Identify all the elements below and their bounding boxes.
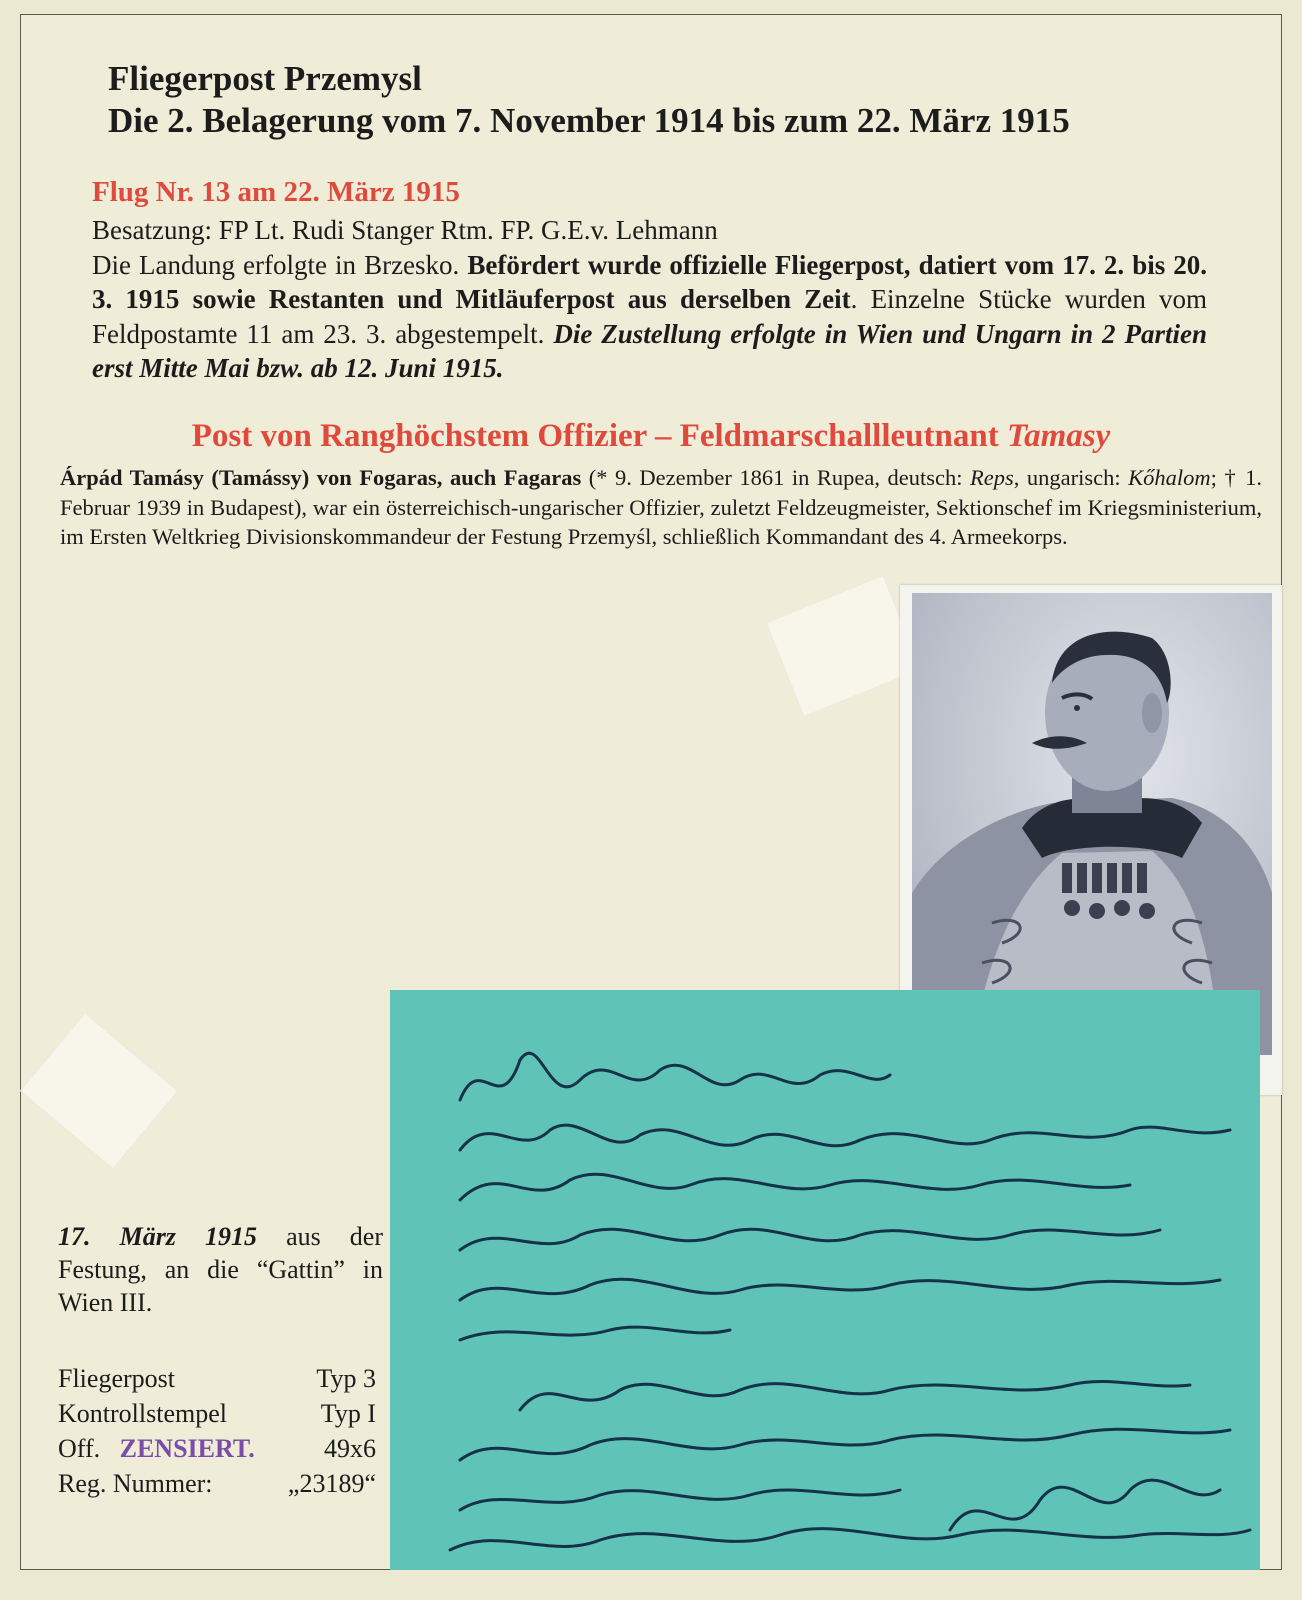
detail-row	[58, 1361, 376, 1396]
detail-value: Typ I	[320, 1399, 376, 1428]
flight-landing: Die Landung erfolgte in Brzesko.	[92, 249, 460, 280]
detail-label: Fliegerpost	[58, 1364, 175, 1393]
zensiert-stamp: ZENSIERT.	[119, 1434, 255, 1463]
officer-heading	[0, 418, 1302, 455]
officer-heading-text: Post von Ranghöchstem Offizier – Feldmarschallleutnant	[191, 418, 999, 454]
card-date: 17. März 1915	[58, 1222, 257, 1251]
card-desc-rest: aus der Festung, an die “Gattin” in Wien III.	[58, 1222, 383, 1317]
officer-heading-name: Tamasy	[1006, 418, 1111, 454]
title-line-2: Die 2. Belagerung vom 7. November 1914 bis zum 22. März 1915	[108, 101, 1070, 140]
card-details	[58, 1361, 376, 1501]
detail-row	[58, 1466, 376, 1501]
flight-stamped: . Einzelne Stücke wurden vom Feldpostamte 11 am 23. 3. abgestempelt.	[92, 284, 1207, 349]
officer-bio-part-2: , ungarisch:	[1013, 465, 1129, 490]
officer-bio	[60, 463, 1262, 552]
flight-delivery: Die Zustellung erfolgte in Wien und Ungarn in 2 Partien erst Mitte Mai bzw. ab 12. Juni 1915.	[92, 318, 1207, 383]
officer-bio-part-3: ; † 1. Februar 1939 in Budapest), war ein österreichisch-ungarischer Offizier, zuletzt Feldzeugmeister, Sektionschef im Kriegsministerium, im Ersten Weltkrieg Divisionskommandeur der Festung Przemyśl, schließlich Kommandant des 4. Armeekorps.	[60, 465, 1262, 549]
reg-label: Reg. Nummer:	[58, 1469, 213, 1498]
flight-transported: Befördert wurde offizielle Fliegerpost, datiert vom 17. 2. bis 20. 3. 1915 sowie Restanten und Mitläuferpost aus derselben Zeit	[92, 249, 1208, 314]
officer-bio-reps: Reps	[970, 465, 1014, 490]
flight-description	[92, 213, 1207, 386]
card-description	[58, 1220, 383, 1319]
flight-crew: Besatzung: FP Lt. Rudi Stanger Rtm. FP. G.E.v. Lehmann	[92, 215, 718, 245]
title-line-1: Fliegerpost Przemysl	[108, 59, 422, 98]
handwriting-scribbles	[390, 990, 1260, 1570]
off-label: Off.	[58, 1434, 101, 1463]
detail-row	[58, 1431, 376, 1466]
page-title	[108, 58, 1070, 142]
portrait-photo	[912, 593, 1272, 1055]
officer-bio-name: Árpád Tamásy (Tamássy) von Fogaras, auch Fagaras	[60, 465, 582, 490]
detail-row	[58, 1396, 376, 1431]
off-value: 49x6	[324, 1434, 376, 1463]
detail-label: Kontrollstempel	[58, 1399, 227, 1428]
officer-bio-part-1: (* 9. Dezember 1861 in Rupea, deutsch:	[581, 465, 971, 490]
flight-heading: Flug Nr. 13 am 22. März 1915	[92, 176, 460, 208]
officer-bio-kohalom: Kőhalom	[1128, 465, 1211, 490]
detail-value: Typ 3	[316, 1364, 376, 1393]
handwritten-postcard	[390, 990, 1260, 1570]
reg-value: „23189“	[287, 1469, 376, 1498]
